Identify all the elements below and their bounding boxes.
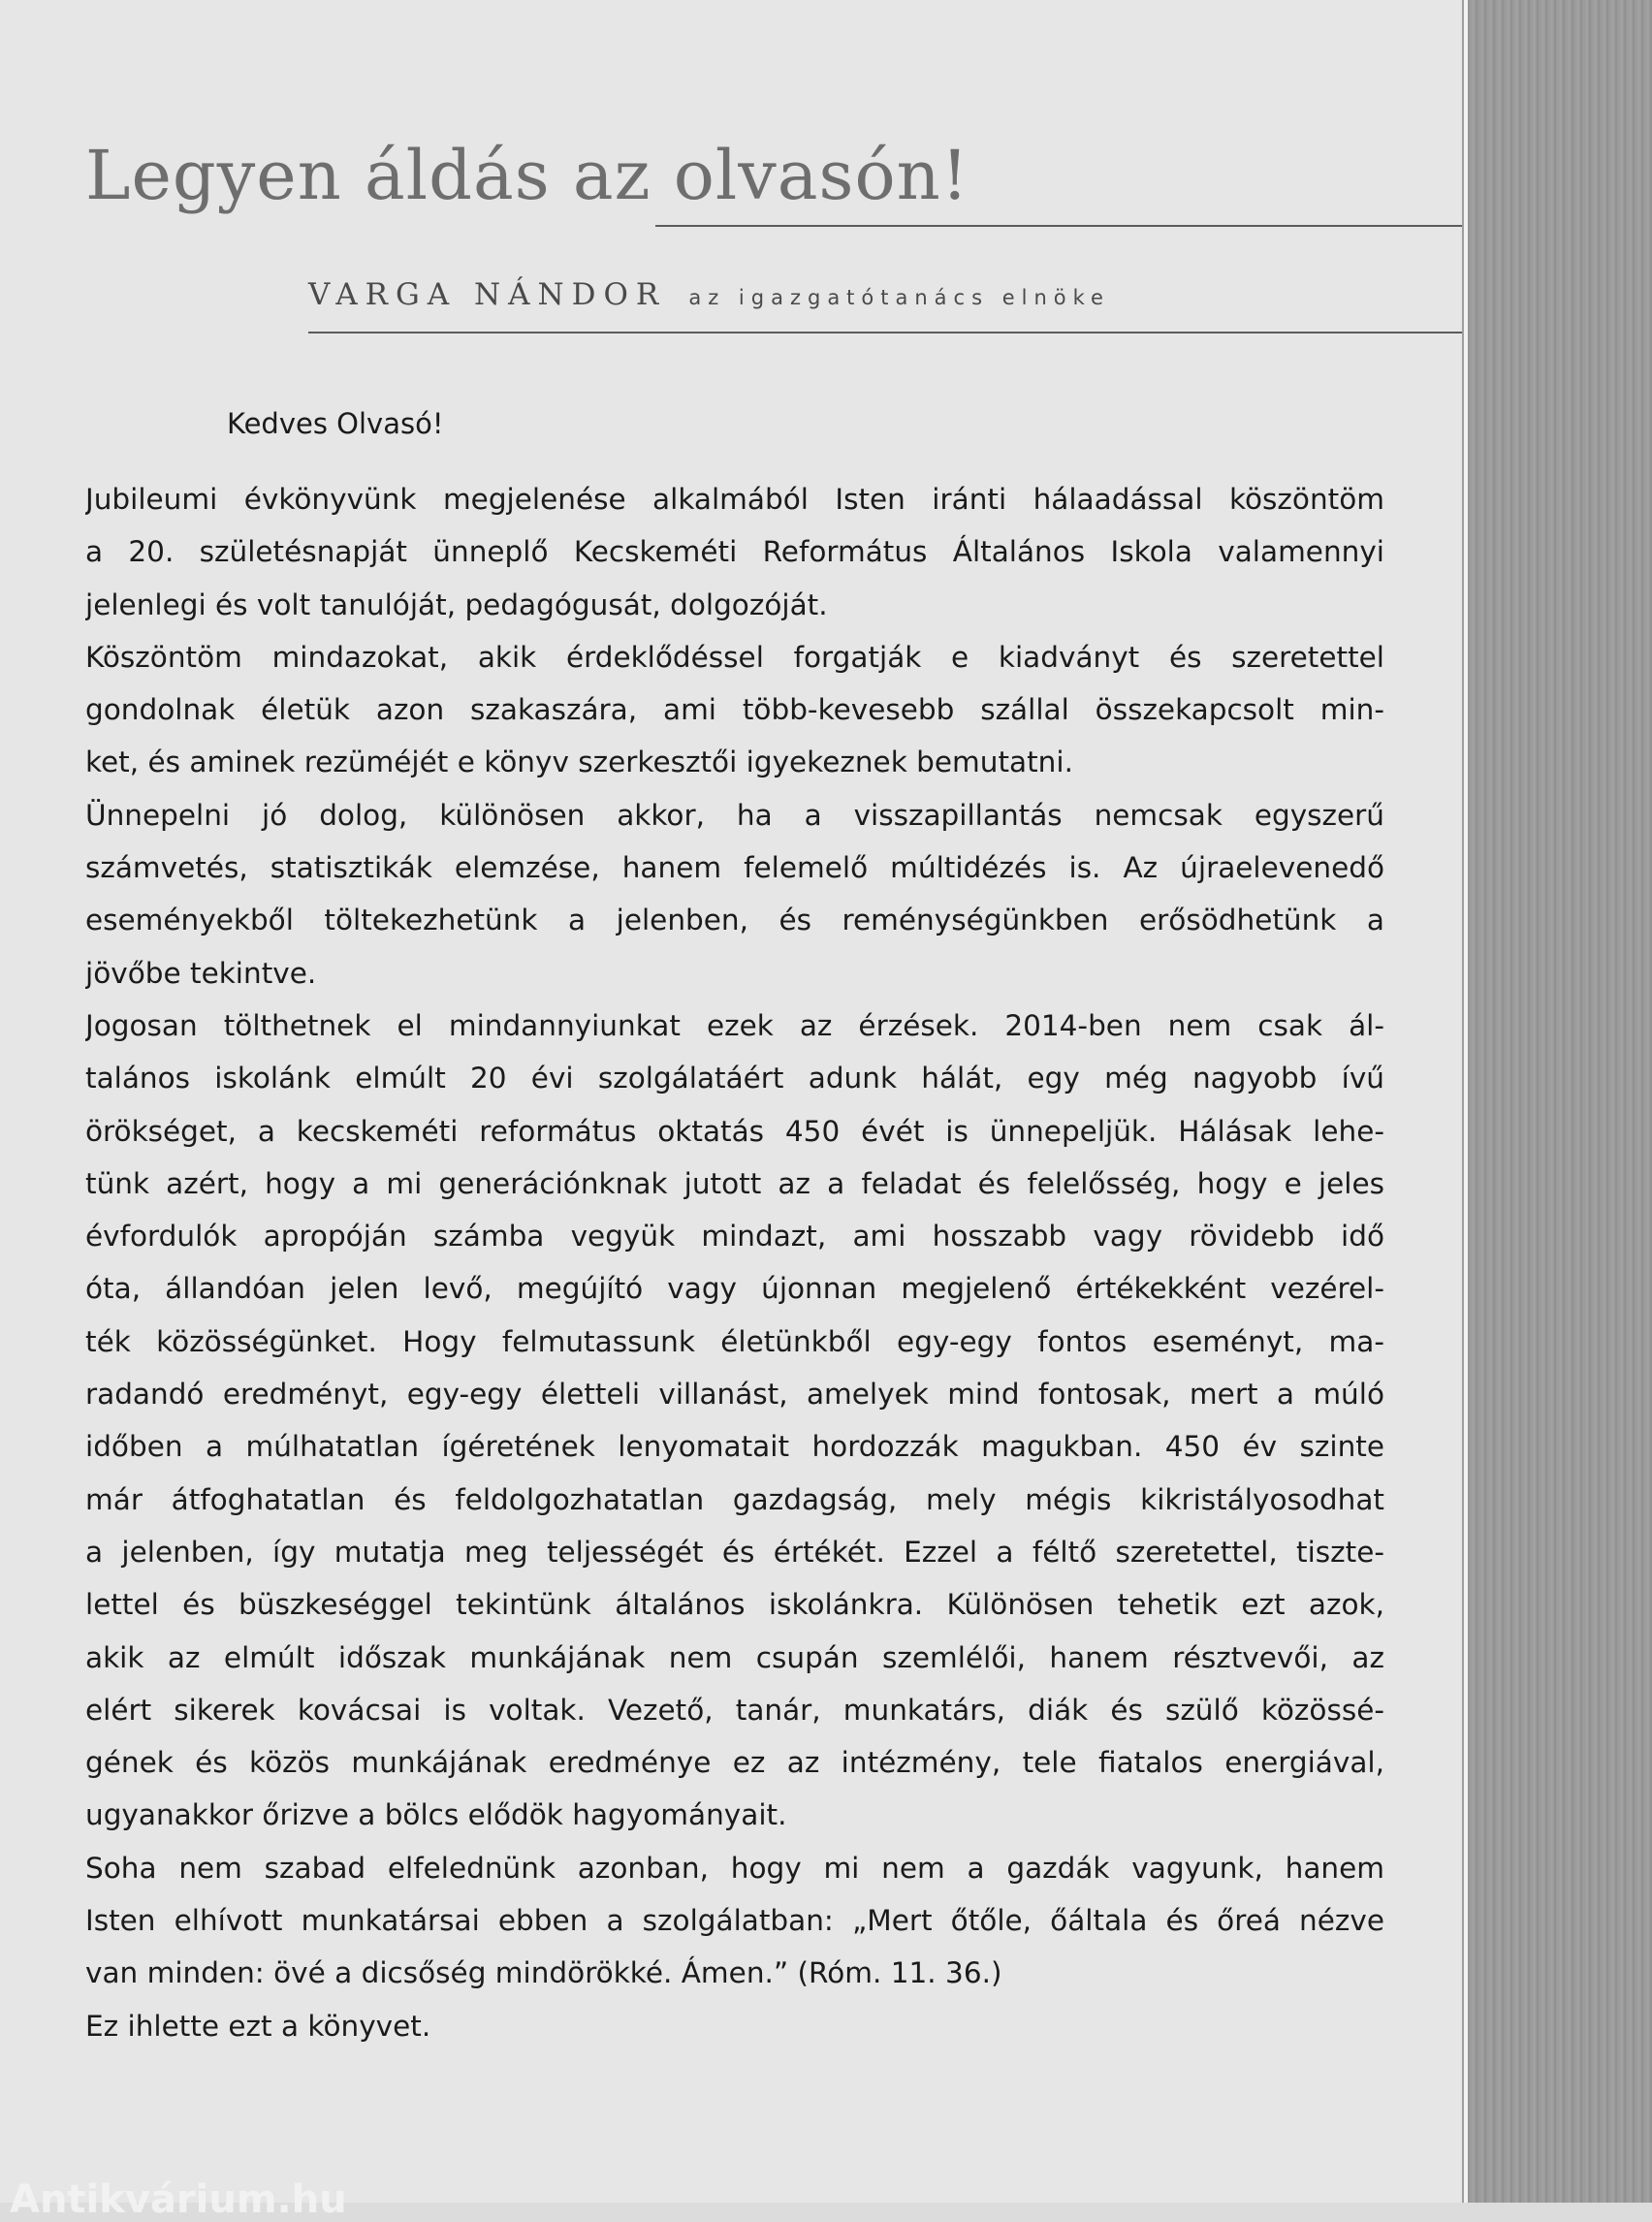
body-line: már átfoghatatlan és feldolgozhatatlan gazdagság, mely mégis kikristályosodhat — [85, 1482, 1384, 1516]
body-line: ket, és aminek rezüméjét e könyv szerkesztői igyekeznek bemutatni. — [85, 746, 1073, 779]
body-line: örökséget, a kecskeméti református oktatás 450 évét is ünnepeljük. Hálásak lehe- — [85, 1114, 1384, 1148]
body-line: van minden: övé a dicsőség mindörökké. Ámen.” (Róm. 11. 36.) — [85, 1956, 1002, 1990]
body-line: számvetés, statisztikák elemzése, hanem felemelő múltidézés is. Az újraelevenedő — [85, 851, 1384, 885]
author-byline — [308, 277, 1110, 312]
author-name: VARGA NÁNDOR — [308, 277, 667, 312]
body-line: időben a múlhatatlan ígéretének lenyomatait hordozzák magukban. 450 év szinte — [85, 1430, 1384, 1464]
body-line: Ünnepelni jó dolog, különösen akkor, ha a visszapillantás nemcsak egyszerű — [85, 798, 1384, 832]
body-line: elért sikerek kovácsai is voltak. Vezető, tanár, munkatárs, diák és szülő közössé- — [85, 1693, 1384, 1727]
title-rule — [655, 225, 1466, 227]
watermark: Antikvárium.hu — [10, 2177, 347, 2222]
body-line: Köszöntöm mindazokat, akik érdeklődéssel forgatják e kiadványt és szeretettel — [85, 640, 1384, 674]
body-line: gondolnak életük azon szakaszára, ami több-kevesebb szállal összekapcsolt min- — [85, 693, 1384, 727]
author-role: az igazgatótanács elnöke — [688, 286, 1110, 309]
adjacent-page-edge — [1462, 0, 1652, 2203]
article-body — [85, 473, 1384, 2052]
body-line: a 20. születésnapját ünneplő Kecskeméti Református Általános Iskola valamennyi — [85, 535, 1384, 569]
body-line: akik az elmúlt időszak munkájának nem csupán szemlélői, hanem résztvevői, az — [85, 1640, 1384, 1674]
page-border — [1464, 0, 1468, 2203]
body-line: lettel és büszkeséggel tekintünk általános iskolánkra. Különösen tehetik ezt azok, — [85, 1588, 1384, 1622]
body-line: ugyanakkor őrizve a bölcs elődök hagyományait. — [85, 1798, 787, 1832]
body-line: gének és közös munkájának eredménye ez az intézmény, tele fiatalos energiával, — [85, 1746, 1384, 1780]
body-line: Jubileumi évkönyvünk megjelenése alkalmából Isten iránti hálaadással köszöntöm — [85, 483, 1384, 516]
body-line: eseményekből töltekezhetünk a jelenben, és reménységünkben erősödhetünk a — [85, 904, 1384, 937]
body-line: évfordulók apropóján számba vegyük mindazt, ami hosszabb vagy rövidebb idő — [85, 1220, 1384, 1254]
byline-rule — [308, 332, 1466, 333]
body-line: Soha nem szabad elfelednünk azonban, hogy mi nem a gazdák vagyunk, hanem — [85, 1851, 1384, 1885]
body-line: tünk azért, hogy a mi generációnknak jutott az a feladat és felelősség, hogy e jeles — [85, 1166, 1384, 1200]
article-title: Legyen áldás az olvasón! — [85, 136, 969, 215]
body-line: Isten elhívott munkatársai ebben a szolgálatban: „Mert őtőle, őáltala és őreá nézve — [85, 1904, 1384, 1938]
greeting: Kedves Olvasó! — [227, 407, 444, 440]
body-line: radandó eredményt, egy-egy életteli villanást, amelyek mind fontosak, mert a múló — [85, 1378, 1384, 1412]
body-line: Jogosan tölthetnek el mindannyiunkat ezek az érzések. 2014-ben nem csak ál- — [85, 1008, 1384, 1042]
body-line: talános iskolánk elmúlt 20 évi szolgálatáért adunk hálát, egy még nagyobb ívű — [85, 1062, 1384, 1095]
body-line: jövőbe tekintve. — [85, 956, 317, 990]
body-line: jelenlegi és volt tanulóját, pedagógusát, dolgozóját. — [85, 587, 828, 621]
body-line: ték közösségünket. Hogy felmutassunk életünkből egy-egy fontos eseményt, ma- — [85, 1324, 1384, 1358]
body-line: óta, állandóan jelen levő, megújító vagy újonnan megjelenő értékekként vezérel- — [85, 1272, 1384, 1306]
body-line: a jelenben, így mutatja meg teljességét és értékét. Ezzel a féltő szeretettel, tiszte- — [85, 1535, 1384, 1569]
body-line: Ez ihlette ezt a könyvet. — [85, 2009, 431, 2043]
